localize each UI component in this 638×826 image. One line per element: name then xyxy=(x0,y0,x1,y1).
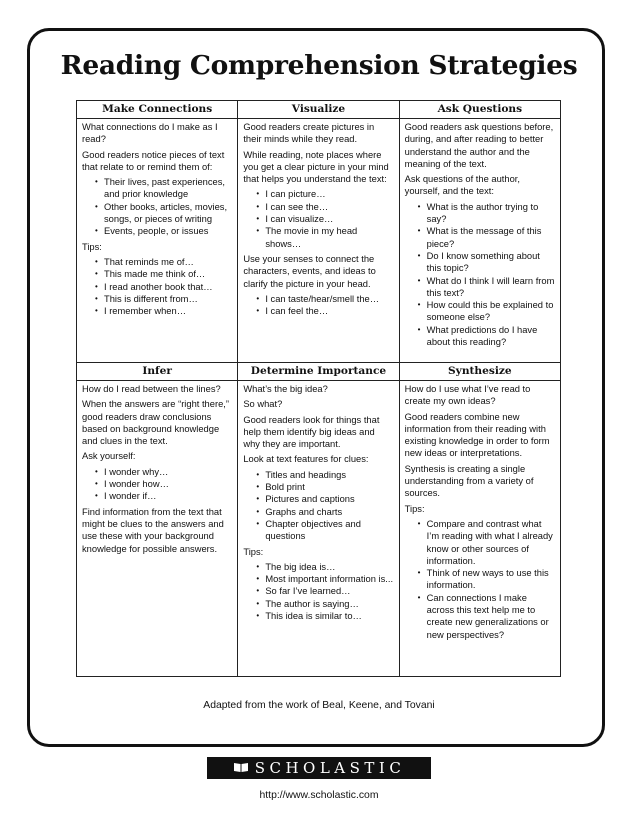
paragraph: How do I use what I’ve read to create my own ideas? xyxy=(404,384,531,407)
bullet-item: • Do I know something about this topic? xyxy=(418,250,555,275)
paragraph: Find information from the text that might be clues to the answers and use these with your background knowledge for possible answers. xyxy=(82,506,224,554)
bullet-item: • Think of new ways to use this information. xyxy=(418,567,555,592)
bullet-item: • I can feel the… xyxy=(256,305,393,317)
cell-heading: Synthesize xyxy=(400,363,560,381)
paragraph: Good readers combine new information from their reading with existing knowledge in order to form new ideas or interpretations. xyxy=(404,411,550,459)
bullet-item: • I read another book that… xyxy=(95,281,232,293)
bullet-item: • Other books, articles, movies, songs, or pieces of writing xyxy=(95,201,232,226)
paragraph: Good readers create pictures in their minds while they read. xyxy=(243,122,375,145)
bullet-item: • That reminds me of… xyxy=(95,256,232,268)
cell-determine-importance xyxy=(238,363,399,677)
bullet-list xyxy=(405,518,555,641)
paragraph: Good readers look for things that help them identify big ideas and why they are important. xyxy=(243,414,380,450)
paragraph: Tips: xyxy=(404,503,425,514)
bullet-item: • Titles and headings xyxy=(256,469,393,481)
strategies-grid xyxy=(76,100,561,677)
paragraph: Ask yourself: xyxy=(82,451,136,462)
paragraph: Tips: xyxy=(243,546,264,557)
bullet-list xyxy=(243,561,393,622)
bullet-list xyxy=(82,466,232,503)
bullet-item: • So far I’ve learned… xyxy=(256,585,393,597)
credit-line: Adapted from the work of Beal, Keene, and Tovani xyxy=(203,700,435,711)
bullet-item: • Graphs and charts xyxy=(256,506,393,518)
bullet-item: • I wonder why… xyxy=(95,466,232,478)
cell-infer xyxy=(77,363,238,677)
bullet-list xyxy=(405,201,555,349)
paragraph: While reading, note places where you get a clear picture in your mind that helps you understand the text: xyxy=(243,149,389,185)
paragraph: What’s the big idea? xyxy=(243,384,328,394)
bullet-item: • Can connections I make across this text help me to create new generalizations or new perspectives? xyxy=(418,592,555,641)
page-title: Reading Comprehension Strategies xyxy=(60,50,578,81)
bullet-item: • I can picture… xyxy=(256,188,393,200)
bullet-item: • Chapter objectives and questions xyxy=(256,518,393,543)
cell-body xyxy=(400,119,560,354)
bullet-item: • Their lives, past experiences, and prior knowledge xyxy=(95,176,232,201)
bullet-item: • I can see the… xyxy=(256,201,393,213)
bullet-list xyxy=(243,293,393,318)
bullet-item: • This is different from… xyxy=(95,293,232,305)
bullet-item: • The movie in my head shows… xyxy=(256,225,393,250)
bullet-item: • This idea is similar to… xyxy=(256,610,393,622)
scholastic-logo xyxy=(207,757,431,779)
cell-ask-questions xyxy=(399,101,560,363)
cell-heading: Determine Importance xyxy=(238,363,398,381)
bullet-list xyxy=(243,469,393,543)
paragraph: Good readers ask questions before, during, and after reading to better understand the author and the meaning of the text. xyxy=(404,122,554,169)
bullet-list xyxy=(82,176,232,237)
cell-body xyxy=(238,119,398,323)
cell-body xyxy=(77,381,237,561)
cell-body xyxy=(238,381,398,628)
cell-heading: Make Connections xyxy=(77,101,237,119)
bullet-item: • Compare and contrast what I’m reading with what I already know or other sources of information. xyxy=(418,518,555,567)
bullet-item: • I can visualize… xyxy=(256,213,393,225)
bullet-item: • What predictions do I have about this reading? xyxy=(418,324,555,349)
paragraph: Use your senses to connect the characters, events, and ideas to clarify the picture in your head. xyxy=(243,253,376,289)
cell-heading: Ask Questions xyxy=(400,101,560,119)
bullet-list xyxy=(82,256,232,317)
bullet-item: • What do I think I will learn from this text? xyxy=(418,275,555,300)
bullet-item: • I wonder if… xyxy=(95,490,232,502)
bullet-item: • How could this be explained to someone else? xyxy=(418,299,555,324)
paragraph: So what? xyxy=(243,399,283,410)
paragraph: Tips: xyxy=(82,241,102,252)
logo-text: SCHOLASTIC xyxy=(254,759,406,777)
paragraph: Ask questions of the author, yourself, and the text: xyxy=(404,174,520,197)
bullet-item: • I wonder how… xyxy=(95,478,232,490)
site-url-link[interactable]: http://www.scholastic.com xyxy=(259,790,379,801)
bullet-item: • Pictures and captions xyxy=(256,493,393,505)
cell-make-connections xyxy=(77,101,238,363)
bullet-item: • I can taste/hear/smell the… xyxy=(256,293,393,305)
paragraph: When the answers are “right there,” good readers draw conclusions based on background knowledge and clues in the text. xyxy=(82,399,229,447)
cell-heading: Infer xyxy=(77,363,237,381)
bullet-item: • I remember when… xyxy=(95,305,232,317)
cell-visualize xyxy=(238,101,399,363)
cell-body xyxy=(77,119,237,323)
paragraph: What connections do I make as I read? xyxy=(82,122,218,145)
bullet-list xyxy=(243,188,393,249)
bullet-item: • Bold print xyxy=(256,481,393,493)
bullet-item: • What is the author trying to say? xyxy=(418,201,555,226)
book-icon xyxy=(233,759,249,777)
bullet-item: • Most important information is... xyxy=(256,573,393,585)
cell-body xyxy=(400,381,560,647)
cell-synthesize xyxy=(399,363,560,677)
paragraph: How do I read between the lines? xyxy=(82,384,221,394)
bullet-item: • The author is saying… xyxy=(256,598,393,610)
bullet-item: • Events, people, or issues xyxy=(95,225,232,237)
paragraph: Look at text features for clues: xyxy=(243,454,369,465)
bullet-item: • The big idea is… xyxy=(256,561,393,573)
cell-heading: Visualize xyxy=(238,101,398,119)
paragraph: Good readers notice pieces of text that relate to or remind them of: xyxy=(82,149,225,172)
paragraph: Synthesis is creating a single understanding from a variety of sources. xyxy=(404,463,534,499)
bullet-item: • This made me think of… xyxy=(95,268,232,280)
bullet-item: • What is the message of this piece? xyxy=(418,225,555,250)
